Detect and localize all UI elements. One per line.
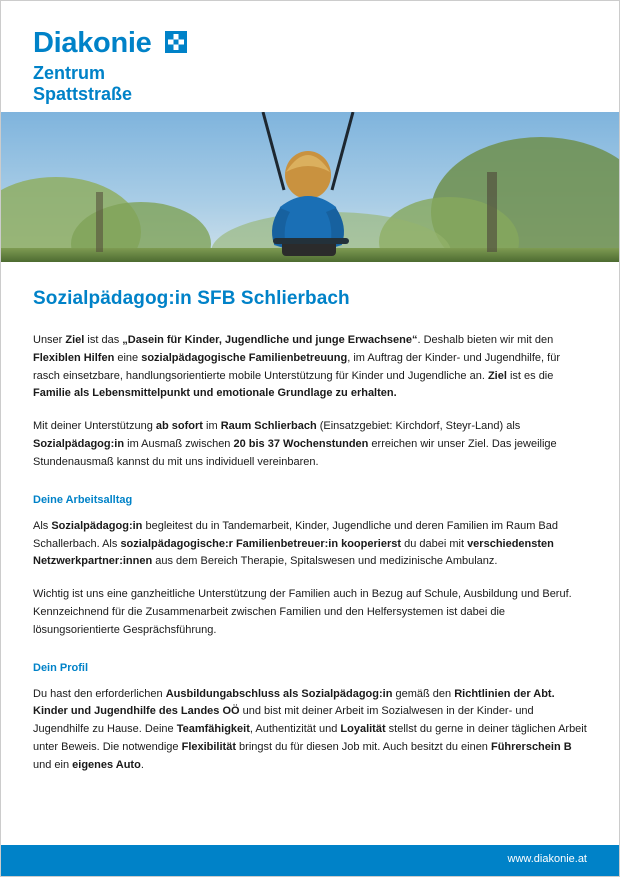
- section-heading-2: Dein Profil: [33, 661, 89, 674]
- diakonie-cross-icon: [165, 31, 187, 58]
- footer-website-link[interactable]: www.diakonie.at: [507, 853, 587, 865]
- document-header: [1, 1, 619, 112]
- brand-subtitle: [33, 63, 187, 105]
- brand-subtitle-line1: Zentrum: [33, 63, 105, 83]
- section-2-paragraph-1: Du hast den erforderlichen Ausbildungabschluss als Sozialpädagog:in gemäß den Richtlinien der Abt. Kinder und Jugendhilfe des Landes OÖ und bist mit deiner Arbeit im Sozialwesen in der Kinder- und Jugendhilfe zu Hause. Deine Teamfähigkeit, Authentizität und Loyalität stellst du gerne in deiner täglichen Arbeit unter Beweis. Die notwendige Flexibilität bringst du für diesen Job mit. Auch besitzt du einen Führerschein B und ein eigenes Auto.: [33, 687, 587, 771]
- diakonie-logo: [33, 29, 187, 105]
- hero-image: [1, 112, 619, 262]
- brand-subtitle-line2: Spattstraße: [33, 84, 133, 105]
- intro-paragraph-1: Unser Ziel ist das „Dasein für Kinder, Jugendliche und junge Erwachsene“. Deshalb bieten wir mit den Flexiblen Hilfen eine sozialpädagogische Familienbetreuung, im Auftrag der Kinder- und Jugendhilfe, für rasch einsetzbare, handlungsorientierte mobile Unterstützung für Kinder und Jugendliche an. Ziel ist es die Familie als Lebensmittelpunkt und emotionale Grundlage zu erhalten.: [33, 334, 560, 400]
- brand-name: Diakonie: [33, 27, 152, 59]
- document-footer: [1, 845, 619, 876]
- section-1-paragraph-1: Als Sozialpädagog:in begleitest du in Tandemarbeit, Kinder, Jugendliche und deren Familien im Raum Bad Schallerbach. Als sozialpädagogische:r Familienbetreuer:in kooperierst du dabei mit verschiedensten Netzwerkpartner:innen aus dem Bereich Therapie, Spitalswesen und medizinische Ambulanz.: [33, 519, 559, 568]
- document-body: [1, 262, 619, 790]
- job-sections: [33, 494, 587, 775]
- section-heading-1: Deine Arbeitsalltag: [33, 493, 133, 506]
- page-title: Sozialpädagog:in SFB Schlierbach: [33, 288, 350, 309]
- section-1-paragraph-2: Wichtig ist uns eine ganzheitliche Unterstützung der Familien auch in Bezug auf Schule, Ausbildung und Beruf. Kennzeichnend für die Zusammenarbeit zwischen Familien und den Helfersystemen ist dabei die lösungsorientierte Gesprächsführung.: [33, 588, 572, 636]
- intro-section: [33, 332, 587, 472]
- intro-paragraph-2: Mit deiner Unterstützung ab sofort im Raum Schlierbach (Einsatzgebiet: Kirchdorf, Steyr-Land) als Sozialpädagog:in im Ausmaß zwischen 20 bis 37 Wochenstunden erreichen wir unser Ziel. Das jeweilige Stundenausmaß kannst du mit uns individuell vereinbaren.: [33, 420, 557, 468]
